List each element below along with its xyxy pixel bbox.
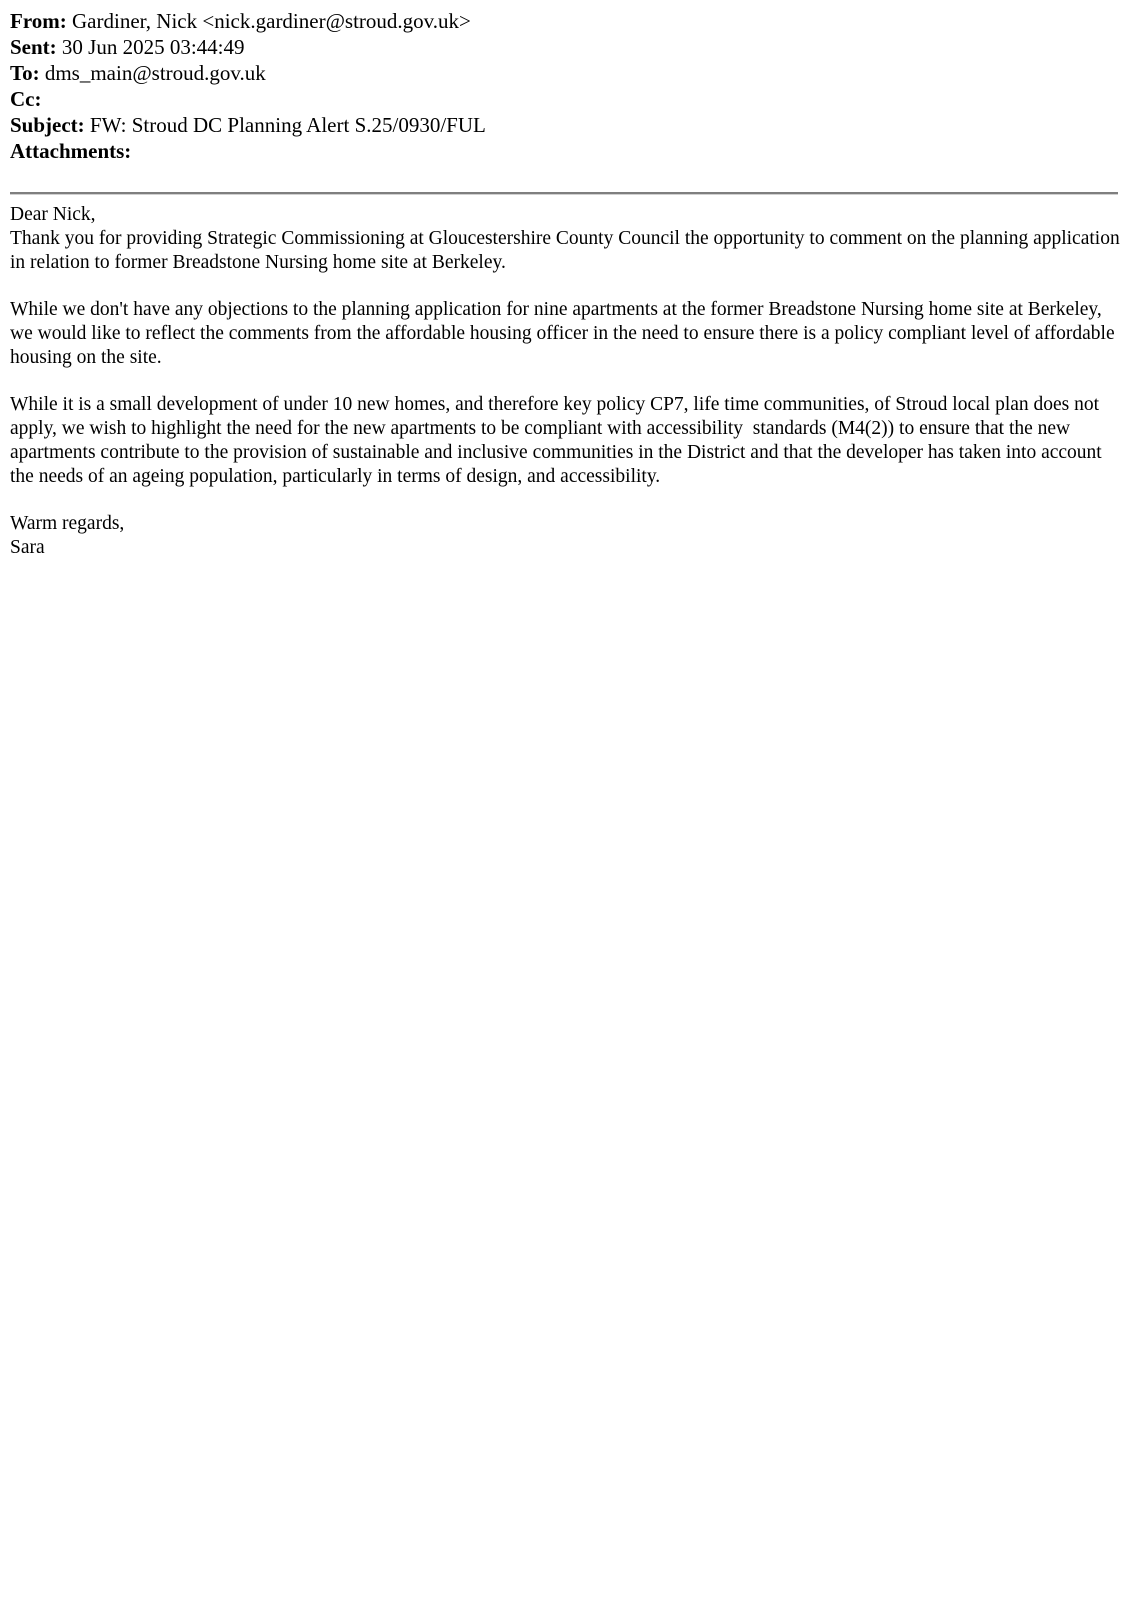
body-paragraph-2: While we don't have any objections to the planning application for nine apartments at the former Breadstone Nursing home site at Berkeley, we would like to reflect the comments from the affordable housing officer in the need to ensure there is a policy compliant level of affordable housing on the site. — [10, 299, 1120, 368]
from-row — [10, 8, 1118, 34]
from-label: From: — [10, 9, 67, 33]
signature: Sara — [10, 537, 45, 558]
header-divider — [10, 192, 1118, 195]
cc-label: Cc: — [10, 87, 42, 111]
body-paragraph-3: While it is a small development of under 10 new homes, and therefore key policy CP7, life time communities, of Stroud local plan does not apply, we wish to highlight the need for the new apartments to be compliant with accessibility standards (M4(2)) to ensure that the new apartments contribute to the provision of sustainable and inclusive communities in the District and that the developer has taken into account the needs of an ageing population, particularly in terms of design, and accessibility. — [10, 394, 1107, 487]
greeting: Dear Nick, — [10, 204, 96, 225]
email-headers — [10, 8, 1118, 164]
subject-row — [10, 112, 1118, 138]
email-body — [10, 203, 1125, 560]
attachments-label: Attachments: — [10, 139, 132, 163]
sent-value: 30 Jun 2025 03:44:49 — [61, 35, 245, 59]
body-paragraph-1: Thank you for providing Strategic Commissioning at Gloucestershire County Council the opportunity to comment on the planning application in relation to former Breadstone Nursing home site at Berkeley. — [10, 228, 1125, 273]
to-row — [10, 60, 1118, 86]
subject-label: Subject: — [10, 113, 85, 137]
to-value: dms_main@stroud.gov.uk — [44, 61, 266, 85]
attachments-row — [10, 138, 1118, 164]
sent-row — [10, 34, 1118, 60]
subject-value: FW: Stroud DC Planning Alert S.25/0930/FUL — [89, 113, 486, 137]
to-label: To: — [10, 61, 40, 85]
sent-label: Sent: — [10, 35, 57, 59]
from-value: Gardiner, Nick <nick.gardiner@stroud.gov.uk> — [72, 9, 471, 33]
cc-row — [10, 86, 1118, 112]
signoff: Warm regards, — [10, 513, 125, 534]
